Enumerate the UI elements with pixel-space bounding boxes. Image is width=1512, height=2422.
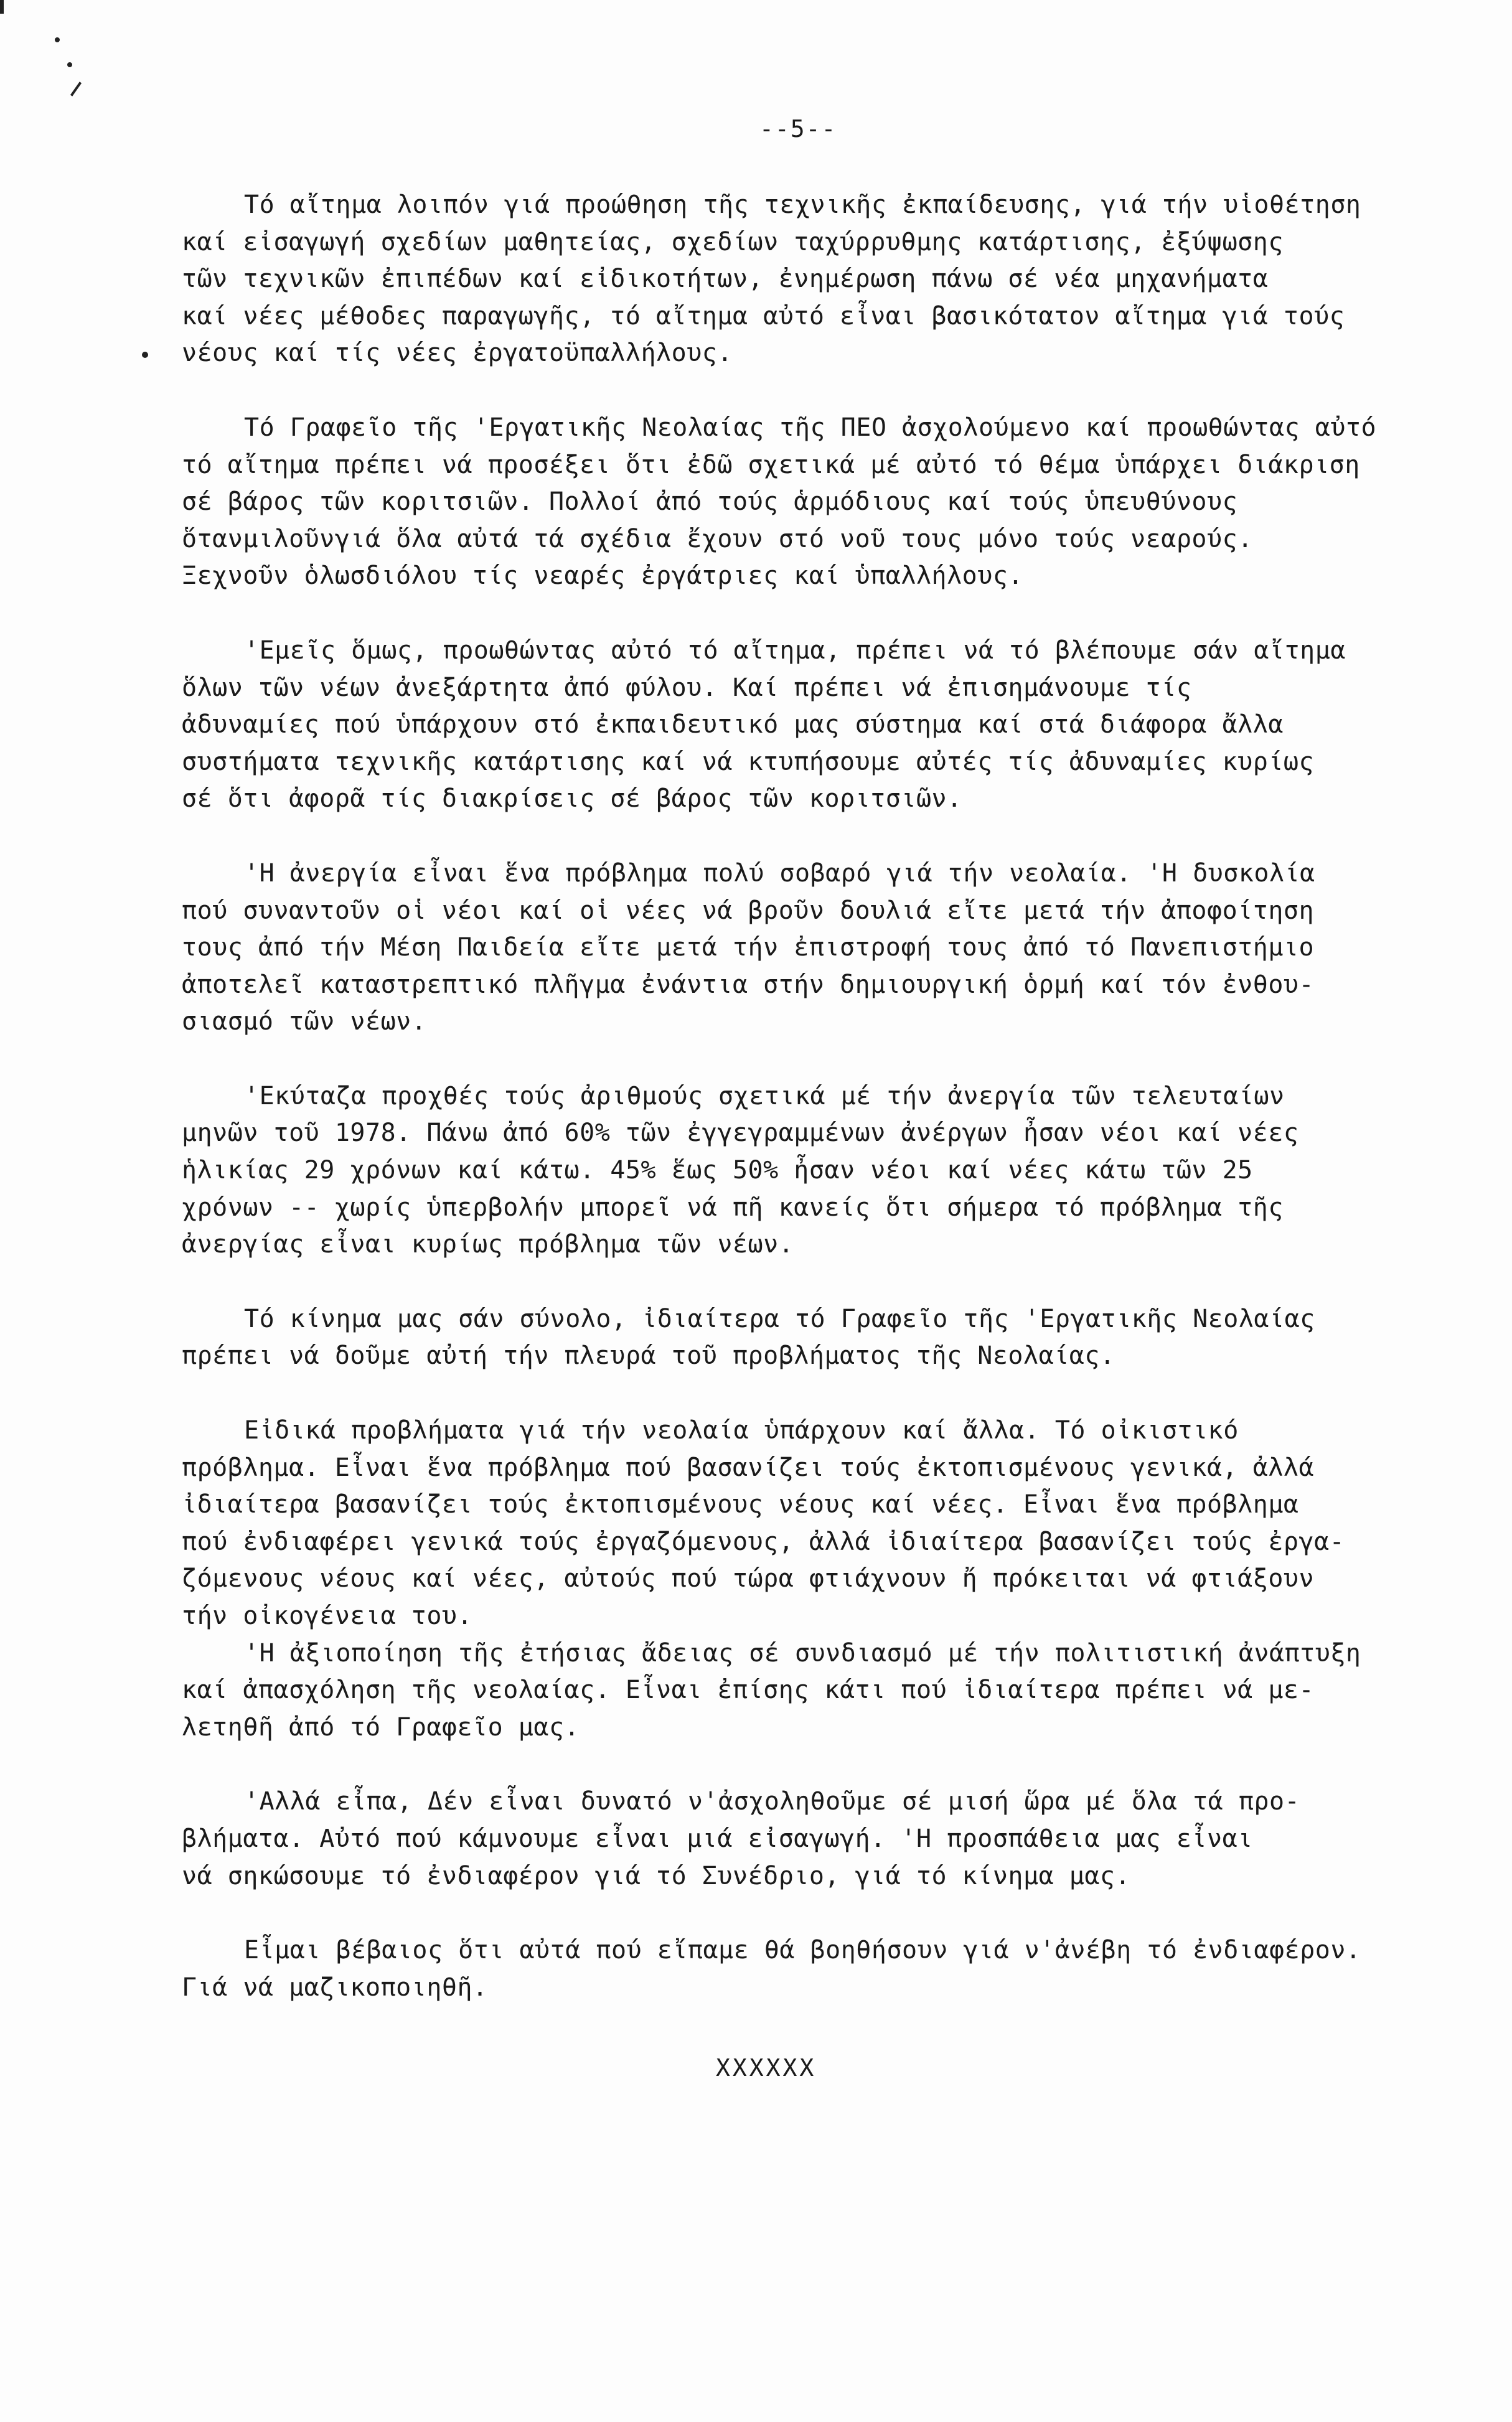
scan-artifact bbox=[0, 0, 4, 14]
margin-dot bbox=[142, 352, 148, 358]
text-line: 'Εκύταζα προχθές τούς ἀριθμούς σχετικά μέ τήν ἀνεργία τῶν τελευταίων bbox=[244, 1081, 1285, 1110]
text-line: νέους καί τίς νέες ἐργατοϋπαλλήλους. bbox=[182, 339, 733, 368]
text-line: βλήματα. Αὐτό πού κάμνουμε εἶναι μιά εἰσαγωγή. 'Η προσπάθεια μας εἶναι bbox=[182, 1824, 1253, 1853]
text-line: 'Εμεῖς ὅμως, προωθώντας αὐτό τό αἴτημα, πρέπει νά τό βλέπουμε σάν αἴτημα bbox=[244, 636, 1346, 665]
paragraph bbox=[182, 1635, 1402, 1747]
text-line: καί νέες μέθοδες παραγωγῆς, τό αἴτημα αὐτό εἶναι βασικότατον αἴτημα γιά τούς bbox=[182, 301, 1345, 331]
text-line: χρόνων -- χωρίς ὑπερβολήν μπορεῖ νά πῆ κανείς ὅτι σήμερα τό πρόβλημα τῆς bbox=[182, 1193, 1284, 1222]
paragraph bbox=[182, 1932, 1402, 2006]
page-number: --5-- bbox=[759, 115, 837, 143]
text-line: Εἶμαι βέβαιος ὅτι αὐτά πού εἴπαμε θά βοηθήσουν γιά ν'ἀνέβη τό ἐνδιαφέρον. bbox=[244, 1936, 1361, 1965]
paragraph bbox=[182, 1783, 1402, 1895]
text-line: ἰδιαίτερα βασανίζει τούς ἐκτοπισμένους νέους καί νέες. Εἶναι ἕνα πρόβλημα bbox=[182, 1490, 1299, 1519]
text-line: 'Η ἀξιοποίηση τῆς ἐτήσιας ἄδειας σέ συνδιασμό μέ τήν πολιτιστική ἀνάπτυξη bbox=[244, 1638, 1361, 1668]
text-line: σιασμό τῶν νέων. bbox=[182, 1007, 427, 1036]
paragraph bbox=[182, 1412, 1402, 1635]
text-line: λετηθῆ ἀπό τό Γραφεῖο μας. bbox=[182, 1712, 580, 1742]
text-line: τῶν τεχνικῶν ἐπιπέδων καί εἰδικοτήτων, ἐνημέρωση πάνω σέ νέα μηχανήματα bbox=[182, 265, 1269, 294]
text-line: τους ἀπό τήν Μέση Παιδεία εἴτε μετά τήν ἐπιστροφή τους ἀπό τό Πανεπιστήμιο bbox=[182, 933, 1315, 962]
paragraph bbox=[182, 1078, 1402, 1264]
text-line: σέ ὅτι ἀφορᾶ τίς διακρίσεις σέ βάρος τῶν κοριτσιῶν. bbox=[182, 784, 962, 814]
text-line: σέ βάρος τῶν κοριτσιῶν. Πολλοί ἀπό τούς ἁρμόδιους καί τούς ὑπευθύνους bbox=[182, 487, 1238, 517]
text-line: ἀδυναμίες πού ὑπάρχουν στό ἐκπαιδευτικό μας σύστημα καί στά διάφορα ἄλλα bbox=[182, 710, 1284, 739]
text-line: Εἰδικά προβλήματα γιά τήν νεολαία ὑπάρχουν καί ἄλλα. Τό οἰκιστικό bbox=[244, 1416, 1239, 1445]
text-line: τήν οἰκογένεια του. bbox=[182, 1602, 473, 1630]
text-line: Γιά νά μαζικοποιηθῆ. bbox=[182, 1973, 488, 2002]
text-line: Τό κίνημα μας σάν σύνολο, ἰδιαίτερα τό Γραφεῖο τῆς 'Εργατικῆς Νεολαίας bbox=[244, 1304, 1315, 1333]
text-line: ἀποτελεῖ καταστρεπτικό πλῆγμα ἐνάντια στήν δημιουργική ὁρμή καί τόν ἐνθου- bbox=[182, 970, 1315, 999]
paragraph bbox=[182, 410, 1402, 595]
text-line: πού ἐνδιαφέρει γενικά τούς ἐργαζόμενους, ἀλλά ἰδιαίτερα βασανίζει τούς ἐργα- bbox=[182, 1527, 1345, 1556]
closing-mark: XXXXXX bbox=[716, 2054, 817, 2082]
text-line: πού συναντοῦν οἱ νέοι καί οἱ νέες νά βροῦν δουλιά εἴτε μετά τήν ἀποφοίτηση bbox=[182, 896, 1315, 925]
text-line: μηνῶν τοῦ 1978. Πάνω ἀπό 60% τῶν ἐγγεγραμμένων ἀνέργων ἦσαν νέοι καί νέες bbox=[182, 1119, 1299, 1148]
document-body bbox=[182, 187, 1402, 2044]
scan-artifact bbox=[70, 82, 82, 96]
paragraph bbox=[182, 1301, 1402, 1375]
scan-artifact bbox=[67, 62, 72, 67]
text-line: Τό αἴτημα λοιπόν γιά προώθηση τῆς τεχνικῆς ἐκπαίδευσης, γιά τήν υἱοθέτηση bbox=[244, 190, 1361, 219]
paragraph bbox=[182, 855, 1402, 1041]
text-line: ζόμενους νέους καί νέες, αὐτούς πού τώρα φτιάχνουν ἤ πρόκειται νά φτιάξουν bbox=[182, 1564, 1315, 1594]
text-line: πρέπει νά δοῦμε αὐτή τήν πλευρά τοῦ προβλήματος τῆς Νεολαίας. bbox=[182, 1341, 1115, 1371]
text-line: Τό Γραφεῖο τῆς 'Εργατικῆς Νεολαίας τῆς ΠΕΟ ἀσχολούμενο καί προωθώντας αὐτό bbox=[244, 413, 1377, 442]
text-line: 'Αλλά εἶπα, Δέν εἶναι δυνατό ν'ἀσχοληθοῦμε σέ μισή ὥρα μέ ὅλα τά προ- bbox=[244, 1787, 1300, 1816]
scan-artifact bbox=[55, 37, 60, 42]
text-line: Ξεχνοῦν ὁλωσδιόλου τίς νεαρές ἐργάτριες καί ὑπαλλήλους. bbox=[182, 561, 1024, 591]
text-line: νά σηκώσουμε τό ἐνδιαφέρον γιά τό Συνέδριο, γιά τό κίνημα μας. bbox=[182, 1861, 1131, 1890]
text-line: ἡλικίας 29 χρόνων καί κάτω. 45% ἕως 50% ἦσαν νέοι καί νέες κάτω τῶν 25 bbox=[182, 1156, 1253, 1185]
paragraph bbox=[182, 187, 1402, 372]
paragraph bbox=[182, 632, 1402, 818]
text-line: ὅτανμιλοῦνγιά ὅλα αὐτά τά σχέδια ἔχουν στό νοῦ τους μόνο τούς νεαρούς. bbox=[182, 524, 1253, 553]
text-line: καί ἀπασχόληση τῆς νεολαίας. Εἶναι ἐπίσης κάτι πού ἰδιαίτερα πρέπει νά με- bbox=[182, 1676, 1315, 1705]
text-line: ἀνεργίας εἶναι κυρίως πρόβλημα τῶν νέων. bbox=[182, 1230, 794, 1259]
text-line: πρόβλημα. Εἶναι ἕνα πρόβλημα πού βασανίζει τούς ἐκτοπισμένους γενικά, ἀλλά bbox=[182, 1453, 1315, 1482]
text-line: συστήματα τεχνικῆς κατάρτισης καί νά κτυπήσουμε αὐτές τίς ἀδυναμίες κυρίως bbox=[182, 747, 1315, 776]
text-line: ὅλων τῶν νέων ἀνεξάρτητα ἀπό φύλου. Καί πρέπει νά ἐπισημάνουμε τίς bbox=[182, 673, 1192, 702]
text-line: τό αἴτημα πρέπει νά προσέξει ὅτι ἐδῶ σχετικά μέ αὐτό τό θέμα ὑπάρχει διάκριση bbox=[182, 450, 1360, 479]
text-line: 'Η ἀνεργία εἶναι ἕνα πρόβλημα πολύ σοβαρό γιά τήν νεολαία. 'Η δυσκολία bbox=[244, 858, 1315, 888]
text-line: καί εἰσαγωγή σχεδίων μαθητείας, σχεδίων ταχύρρυθμης κατάρτισης, ἐξύψωσης bbox=[182, 227, 1284, 256]
